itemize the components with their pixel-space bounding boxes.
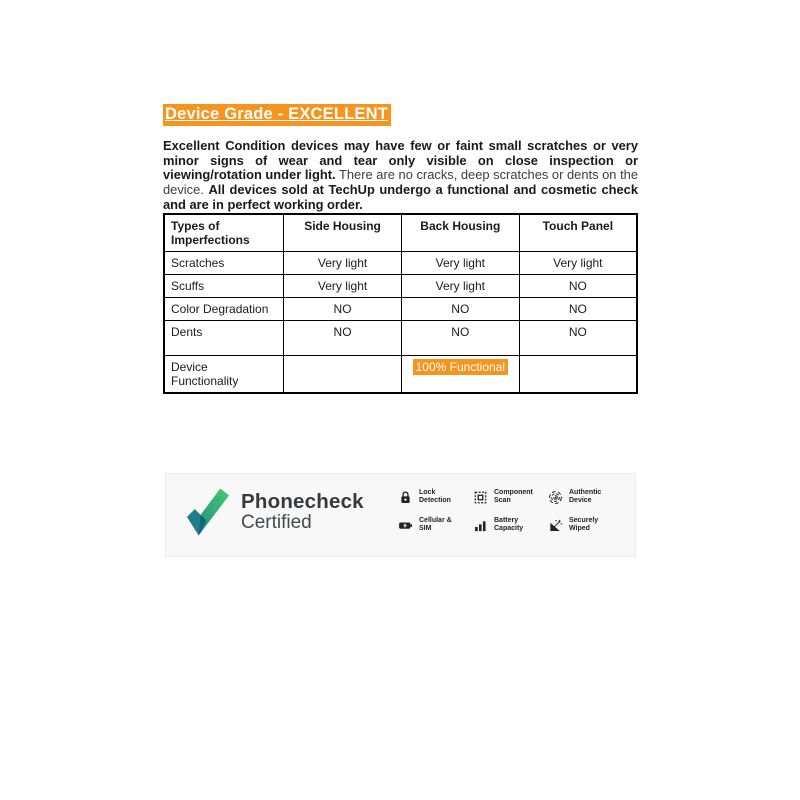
value-cell: NO	[519, 321, 637, 356]
value-cell	[284, 356, 402, 394]
description-paragraph	[163, 139, 638, 213]
row-label-cell: Dents	[164, 321, 284, 356]
table-row-device-functionality	[164, 356, 637, 394]
feature-authentic-device	[548, 489, 624, 516]
header-cell-types: Types of Imperfections	[164, 214, 284, 252]
phonecheck-logo	[185, 486, 364, 538]
row-label-cell: Scratches	[164, 252, 284, 275]
secure-wipe-icon	[548, 518, 563, 533]
phonecheck-brand-text: Phonecheck	[241, 489, 364, 513]
functional-highlight: 100% Functional	[413, 359, 508, 375]
cellular-bars-icon	[473, 518, 488, 533]
value-cell: NO	[284, 298, 402, 321]
feature-label: Battery Capacity	[494, 517, 524, 533]
value-cell: NO	[519, 275, 637, 298]
value-cell: NO	[401, 321, 519, 356]
header-cell-side-housing: Side Housing	[284, 214, 402, 252]
battery-icon	[398, 518, 413, 533]
value-cell: Very light	[401, 252, 519, 275]
description-bold-1: Excellent Condition devices may have few or faint small scratches or very minor signs of wear and tear only visible on close inspection or viewing/rotation under light.	[163, 138, 638, 183]
value-cell: NO	[519, 298, 637, 321]
phonecheck-wordmark	[241, 491, 364, 533]
component-scan-icon	[473, 490, 488, 505]
value-cell: Very light	[401, 275, 519, 298]
phonecheck-certified-text: Certified	[241, 511, 312, 533]
value-cell: NO	[401, 298, 519, 321]
feature-cellular-sim	[473, 517, 548, 544]
feature-label: Securely Wiped	[569, 517, 599, 533]
page-title: Device Grade - EXCELLENT	[163, 104, 391, 126]
imperfections-table	[163, 213, 638, 394]
header-cell-back-housing: Back Housing	[401, 214, 519, 252]
header-cell-touch-panel: Touch Panel	[519, 214, 637, 252]
feature-label: Cellular & SIM	[419, 517, 452, 533]
value-cell: NO	[284, 321, 402, 356]
fingerprint-icon	[548, 490, 563, 505]
table-row-dents	[164, 321, 637, 356]
value-cell: Very light	[284, 252, 402, 275]
feature-label: Component Scan	[494, 489, 533, 505]
row-label-cell: Device Functionality	[164, 356, 284, 394]
feature-securely-wiped	[548, 517, 624, 544]
table-row-color-degradation	[164, 298, 637, 321]
row-label-cell: Color Degradation	[164, 298, 284, 321]
description-regular: There are no cracks, deep scratches or dents on the device.	[163, 167, 638, 198]
phonecheck-checkmark-icon	[185, 486, 230, 538]
feature-component-scan	[473, 489, 548, 516]
value-cell: Very light	[284, 275, 402, 298]
feature-label: Lock Detection	[419, 489, 451, 505]
lock-icon	[398, 490, 413, 505]
feature-label: Authentic Device	[569, 489, 602, 505]
phonecheck-certified-banner	[165, 473, 636, 557]
certification-features-grid	[398, 489, 624, 544]
feature-lock-detection	[398, 489, 473, 516]
table-header-row	[164, 214, 637, 252]
value-cell	[401, 356, 519, 394]
row-label-cell: Scuffs	[164, 275, 284, 298]
title-wrap	[163, 104, 391, 126]
value-cell: Very light	[519, 252, 637, 275]
table-row-scratches	[164, 252, 637, 275]
table-row-scuffs	[164, 275, 637, 298]
feature-battery-capacity	[398, 517, 473, 544]
value-cell	[519, 356, 637, 394]
description-bold-2: All devices sold at TechUp undergo a functional and cosmetic check and are in perfect working order.	[163, 182, 638, 212]
